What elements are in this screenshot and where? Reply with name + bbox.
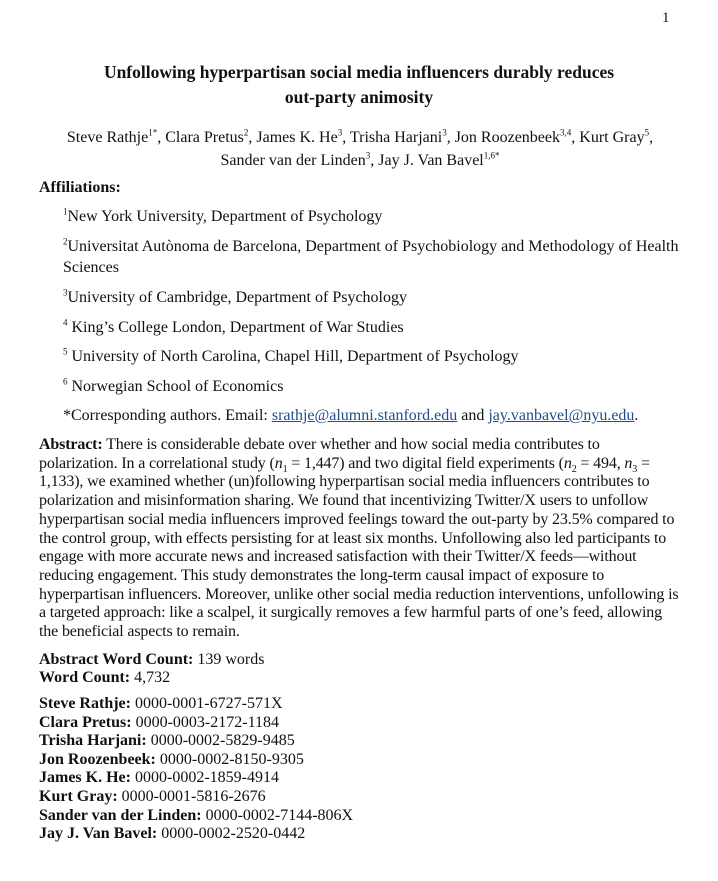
author-name: James K. He (256, 129, 338, 146)
orcid-id: 0000-0003-2172-1184 (131, 713, 279, 731)
abstract-word-count-value: 139 words (193, 651, 265, 668)
orcid-id: 0000-0002-2520-0442 (157, 825, 306, 843)
affiliation-text: New York University, Department of Psychology (67, 208, 383, 225)
sample-size-n1-sub: 1 (282, 463, 288, 475)
orcid-row (39, 825, 353, 844)
abstract-text: There is considerable debate over whether and how social media contributes to polarization. In a correlational study ( (39, 436, 600, 472)
corresponding-period: . (634, 407, 639, 424)
word-count (39, 669, 264, 687)
corresponding-label: *Corresponding authors. Email: (63, 407, 272, 424)
orcid-author: Jay J. Van Bavel: (39, 825, 158, 843)
affiliation-item (63, 376, 683, 397)
affiliation-item (63, 346, 683, 367)
author-sep: , (157, 129, 166, 146)
orcid-row (39, 788, 353, 807)
author-name: Clara Pretus (165, 129, 244, 146)
sample-size-n3-sub: 3 (632, 463, 638, 475)
word-count-label: Word Count: (39, 669, 131, 686)
orcid-author: Kurt Gray: (39, 787, 118, 805)
sample-size-n3: n (624, 454, 633, 472)
word-counts (39, 651, 264, 687)
orcid-row (39, 714, 353, 733)
author-affil-sup: 3 (442, 127, 447, 138)
author-name: Sander van der Linden (220, 152, 366, 169)
orcid-author: James K. He: (39, 769, 131, 787)
orcid-list (39, 695, 353, 844)
email-link-vanbavel[interactable]: jay.vanbavel@nyu.edu (488, 407, 635, 424)
orcid-author: Trisha Harjani: (39, 732, 147, 750)
abstract-word-count-label: Abstract Word Count: (39, 651, 194, 668)
orcid-id: 0000-0002-5829-9485 (146, 732, 295, 750)
author-name: Jay J. Van Bavel (378, 152, 484, 169)
orcid-row (39, 732, 353, 751)
author-sep: , (571, 129, 580, 146)
author-sep: , (649, 129, 654, 146)
author-affil-sup: 1* (148, 127, 158, 138)
affiliation-item (63, 206, 683, 227)
abstract-text: = 494, (576, 454, 625, 472)
paper-title (0, 60, 718, 110)
word-count-value: 4,732 (130, 669, 171, 686)
orcid-row (39, 807, 353, 826)
author-list (40, 126, 680, 172)
orcid-id: 0000-0002-7144-806X (201, 806, 354, 824)
affiliation-text: King’s College London, Department of War Studies (71, 319, 404, 336)
affiliation-sup: 3 (63, 287, 68, 298)
affiliation-sup: 4 (63, 317, 68, 328)
abstract-label: Abstract: (39, 436, 103, 453)
orcid-author: Sander van der Linden: (39, 806, 202, 824)
orcid-id: 0000-0001-6727-571X (130, 695, 283, 712)
author-name: Trisha Harjani (349, 129, 443, 146)
affiliation-item (63, 236, 683, 278)
orcid-author: Clara Pretus: (39, 713, 132, 731)
affiliation-text: University of North Carolina, Chapel Hill, Department of Psychology (71, 348, 519, 365)
page-number: 1 (662, 10, 670, 26)
affiliations-heading: Affiliations: (39, 179, 121, 196)
author-sep: , (370, 152, 379, 169)
author (378, 152, 499, 169)
title-line-1: Unfollowing hyperpartisan social media influencers durably reduces (103, 62, 615, 82)
email-link-rathje[interactable]: srathje@alumni.stanford.edu (271, 407, 458, 424)
author-name: Kurt Gray (579, 129, 645, 146)
sample-size-n2: n (563, 454, 572, 472)
orcid-author: Steve Rathje: (39, 695, 131, 712)
affiliation-sup: 6 (63, 376, 68, 387)
orcid-row (39, 769, 353, 788)
author (455, 129, 580, 146)
author (350, 129, 455, 146)
affiliation-sup: 2 (63, 236, 68, 247)
abstract-word-count (39, 651, 264, 669)
orcid-id: 0000-0002-8150-9305 (155, 750, 304, 768)
author (221, 152, 379, 169)
author-sep: , (342, 129, 350, 146)
author (67, 129, 165, 146)
abstract (39, 436, 679, 642)
abstract-text: = 1,133), we examined whether (un)following hyperpartisan social media influencers contributes to polarization and misinformation sharing. We found that incentivizing Twitter/X users to unfollow hyperpartisan social media influencers improved feelings toward the out-party by 23.5% compared to the control group, with effects persisting for at least six months. Unfollowing also led participants to engage with more accurate news and increased satisfaction with their Twitter/X feeds—without reducing engagement. This study demonstrates the long-term causal impact of exposure to hyperpartisan influencers. Moreover, unlike other social media reduction interventions, unfollowing is a targeted approach: like a scalpel, it surgically removes a few harmful parts of one’s feed, allowing the beneficial aspects to remain. (39, 454, 679, 641)
affiliation-text: University of Cambridge, Department of Psychology (67, 289, 407, 306)
sample-size-n2-sub: 2 (571, 463, 577, 475)
author-affil-sup: 3 (337, 127, 343, 138)
author (579, 129, 653, 146)
orcid-row (39, 695, 353, 714)
orcid-id: 0000-0002-1859-4914 (130, 769, 279, 787)
orcid-row (39, 751, 353, 770)
sample-size-n1: n (274, 454, 283, 472)
author (256, 129, 350, 146)
orcid-author: Jon Roozenbeek: (39, 750, 156, 768)
author-affil-sup: 1,6* (483, 150, 500, 161)
author-sep: , (446, 129, 455, 146)
title-line-2: out-party animosity (284, 87, 434, 107)
affiliation-text: Norwegian School of Economics (71, 378, 284, 395)
author-name: Jon Roozenbeek (454, 129, 561, 146)
abstract-text: = 1,447) and two digital field experiments ( (287, 454, 564, 472)
affiliation-item (63, 287, 683, 308)
author-sep: , (248, 129, 257, 146)
author-affil-sup: 2 (243, 127, 249, 138)
affiliation-item (63, 317, 683, 338)
author-name: Steve Rathje (66, 129, 149, 146)
corresponding-authors (63, 405, 683, 426)
affiliation-sup: 5 (63, 346, 68, 357)
affiliation-text: Universitat Autònoma de Barcelona, Department of Psychobiology and Methodology of Health Sciences (63, 238, 679, 276)
orcid-id: 0000-0001-5816-2676 (117, 787, 266, 805)
author-affil-sup: 5 (644, 127, 650, 138)
corresponding-and: and (457, 407, 489, 424)
author-affil-sup: 3,4 (560, 127, 572, 138)
author-affil-sup: 3 (365, 150, 371, 161)
author (165, 129, 256, 146)
affiliation-sup: 1 (63, 206, 68, 217)
